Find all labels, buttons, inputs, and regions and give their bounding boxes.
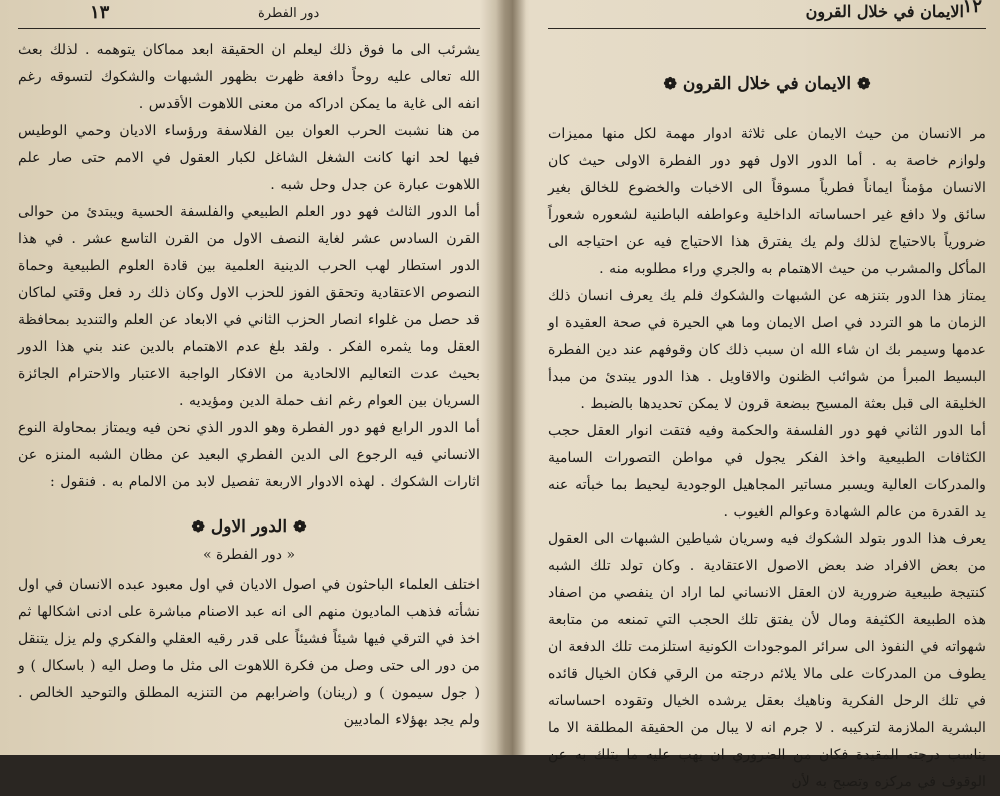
left-page bbox=[0, 0, 500, 755]
left-paragraph-2: من هنا نشبت الحرب العوان بين الفلاسفة ورؤساء الاديان وحمي الوطيس فيها لحد انها كانت الشغل الشاغل لكبار العقول في الامم حتى صار علم اللاهوت عبارة عن جدل وحل شبه . bbox=[18, 123, 480, 193]
left-paragraph-1: يشرئب الى ما فوق ذلك ليعلم ان الحقيقة ابعد مماكان يتوهمه . لذلك بعث الله تعالى عليه روحاً دافعة ظهرت بظهور الشبهات والشكوك لتسوقه رغم انفه الى غاية ما يمكن ادراكه من معنى اللاهوت الأقدس . bbox=[18, 42, 480, 112]
left-paragraph-3: أما الدور الثالث فهو دور العلم الطبيعي والفلسفة الحسية ويبتدئ من حوالى القرن السادس عشر لغاية النصف الاول من القرن التاسع عشر . في هذا الدور استطار لهب الحرب الدينية العلمية بين قادة العلوم الطبيعية وحماة النصوص الاعتقادية وتحقق الفوز للحزب الاول وكان ذلك رد فعل وقتي لماكان قد حصل من غلواء انصار الحزب الثاني في الابعاد عن العلم والتنديد بمحافظة العقل وما يثمره الفكر . ولقد بلغ عدم الاهتمام بالدين عند بني هذا الدور بحيث عدت التعاليم الالحادية من الافكار الواجبة الاعتبار والاحترام الجائزة السريان بين العوام رغم انف حملة الدين ومؤيديه . bbox=[18, 204, 480, 409]
left-section-title: الدور الاول bbox=[210, 517, 288, 537]
left-running-head: دور الفطرة bbox=[258, 6, 320, 21]
right-section-title: الايمان في خلال القرون bbox=[682, 74, 852, 94]
left-page-header bbox=[18, 2, 480, 29]
ornament-icon: ❁ bbox=[293, 517, 307, 536]
right-paragraph-1: مر الانسان من حيث الايمان على ثلاثة ادوار مهمة لكل منها مميزات ولوازم خاصة به . أما الدور الاول فهو دور الفطرة الاولى حيث كان الانسان مؤمناً ايماناً فطرياً مسوقاً الى الاخبات والخضوع للخالق بغير سائق ولا دافع غير احساساته الداخلية وعواطفه الباطنية لشعوره شعوراً ضرورياً بالاحتياج لذلك ولم يك يفترق هذا الاحتياج فيه عن احتياجه الى المأكل والمشرب من حيث الاهتمام به والجري وراء مطلوبه منه . bbox=[548, 126, 986, 277]
right-paragraph-4: يعرف هذا الدور بتولد الشكوك فيه وسريان شياطين الشبهات الى العقول من بعض الافراد ضد بعض الاصول الاعتقادية . وكان تولد تلك الشبه كنتيجة طبيعية ضرورية لان العقل الانساني لما اراد ان ينفصي من اصفاد هذه الطبيعة الكثيفة ومال لأن يفتق تلك الحجب التي تمنعه من متابعة شهواته في النفوذ الى سرائر الموجودات الكونية استلزمت تلك الدفعة ان يطوف من المدركات على مالا يلائم درجته من الرقي فكان الخيال قائده في تلك الرحل الفكرية وناهيك بعقل يرشده الخيال وتقوده احساساته البشرية الملازمة لتركيبه . لا جرم انه لا يبال من الحقيقة المطلقة الا ما يناسب درجته المقيدة فكان من الضروري ان يهب عليه ما يتلك به عن الوقوف في مركزه وتصبح به لأن bbox=[548, 531, 986, 790]
right-paragraph-2: يمتاز هذا الدور بتنزهه عن الشبهات والشكوك فلم يك يعرف انسان ذلك الزمان ما هو التردد في اصل الايمان وما هي الحيرة في صحة العقيدة او عدمها وسيمر بك ان شاء الله ان سبب ذلك كان وقوفهم عند دين الفطرة البسيط المبرأ من شوائب الظنون والاقاويل . هذا الدور يبتدئ من مبدأ الخليقة الى قبل بعثة المسيح ببضعة قرون لا يمكن تحديدها بالضبط . bbox=[548, 288, 986, 412]
left-section-subtitle: « دور الفطرة » bbox=[202, 547, 296, 563]
ornament-icon: ❁ bbox=[857, 74, 871, 93]
right-page bbox=[522, 0, 1000, 790]
right-section-heading bbox=[548, 69, 986, 99]
left-paragraph-4: أما الدور الرابع فهو دور الفطرة وهو الدور الذي نحن فيه ويمتاز بمحاولة النوع الانساني فيه الرجوع الى الدين الفطري البعيد عن مظان الشبه المنزه عن اثارات الشكوك . لهذه الادوار الاربعة تفصيل لابد من الالمام به . فنقول : bbox=[18, 420, 480, 490]
right-page-header bbox=[548, 2, 986, 29]
left-page-number: ١٣ bbox=[90, 2, 110, 23]
left-section-heading bbox=[18, 512, 480, 542]
ornament-icon: ❁ bbox=[191, 517, 205, 536]
right-running-head: الايمان في خلال القرون bbox=[805, 2, 964, 21]
right-paragraph-3: أما الدور الثاني فهو دور الفلسفة والحكمة وفيه فتقت انوار العقل حجب الكثافات الطبيعية واخذ الفكر يجول في مواطن التصورات السامية والمدركات العالية ويسبر مساتير المجاهيل الوجودية ليحيط بما خبأته عنه يد القدرة من عالم الشهادة وعوالم الغيوب . bbox=[548, 423, 986, 520]
ornament-icon: ❁ bbox=[663, 74, 677, 93]
right-page-number: ١٢ bbox=[962, 0, 982, 17]
left-paragraph-5: اختلف العلماء الباحثون في اصول الاديان في اول معبود عبده الانسان في اول نشأته فذهب الماديون منهم الى انه عبد الاصنام مباشرة على ادنى اشكالها ثم اخذ في الترقي فيها شيئاً فشيئاً على قدر رقيه العقلي والفكري ولم يزل يتنقل من دور الى حتى وصل من فكرة اللاهوت الى مثل ما وصل اليه ( باسكال ) و ( جول سيمون ) و (رينان) واضرابهم من التنزيه المطلق والتوحيد الخالص . ولم يجد بهؤلاء الماديين bbox=[18, 577, 480, 728]
